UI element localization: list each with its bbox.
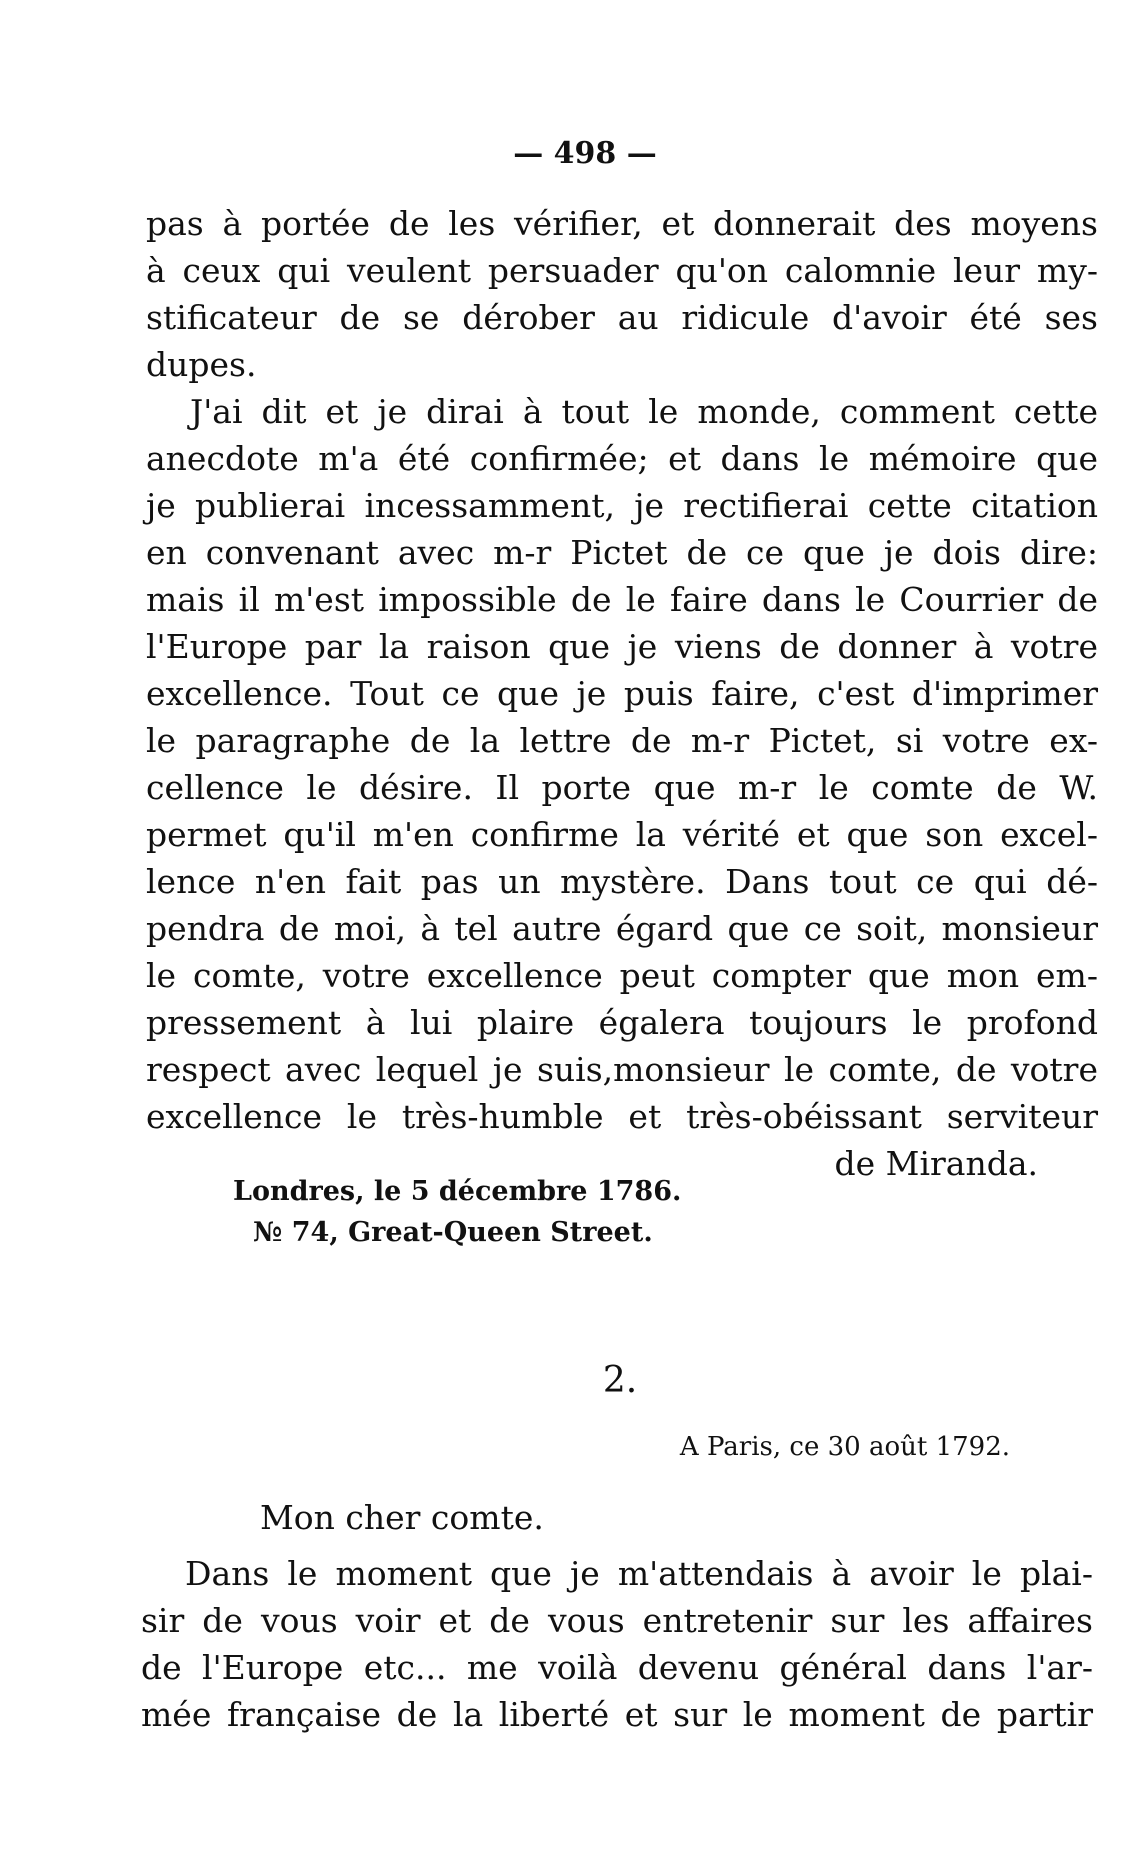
text-line: de l'Europe etc... me voilà devenu général dans l'ar-: [141, 1648, 1093, 1687]
text-line: pas à portée de les vérifier, et donnerait des moyens: [146, 204, 1098, 243]
text-line: lence n'en fait pas un mystère. Dans tout ce qui dé-: [146, 862, 1098, 901]
text-line: Dans le moment que je m'attendais à avoir le plai-: [185, 1554, 1093, 1593]
text-line: le comte, votre excellence peut compter que mon em-: [146, 956, 1098, 995]
letter2-body: [141, 1550, 1093, 1738]
text-line: excellence le très-humble et très-obéissant serviteur: [146, 1097, 1098, 1136]
signature: de Miranda.: [834, 1144, 1038, 1183]
text-line: excellence. Tout ce que je puis faire, c'est d'imprimer: [146, 674, 1098, 713]
text-line: respect avec lequel je suis,monsieur le comte, de votre: [146, 1050, 1098, 1089]
text-line: le paragraphe de la lettre de m-r Pictet, si votre ex-: [146, 721, 1098, 760]
text-line: dupes.: [146, 345, 257, 384]
text-line: l'Europe par la raison que je viens de donner à votre: [146, 627, 1098, 666]
text-line: cellence le désire. Il porte que m-r le comte de W.: [146, 768, 1098, 807]
text-line: pressement à lui plaire égalera toujours le profond: [146, 1003, 1098, 1042]
text-line: en convenant avec m-r Pictet de ce que je dois dire:: [146, 533, 1098, 572]
text-line: sir de vous voir et de vous entretenir sur les affaires: [141, 1601, 1093, 1640]
page-number: — 498 —: [513, 136, 657, 171]
text-line: permet qu'il m'en confirme la vérité et que son excel-: [146, 815, 1098, 854]
text-line: je publierai incessamment, je rectifierai cette citation: [146, 486, 1098, 525]
text-line: mée française de la liberté et sur le moment de partir: [141, 1695, 1093, 1734]
text-line: anecdote m'a été confirmée; et dans le mémoire que: [146, 439, 1098, 478]
letter1-body: [146, 200, 1098, 1187]
dateline-place-date: Londres, le 5 décembre 1786.: [233, 1176, 682, 1207]
text-line: à ceux qui veulent persuader qu'on calomnie leur my-: [146, 251, 1098, 290]
section-number: 2.: [602, 1360, 638, 1401]
letter2-date: A Paris, ce 30 août 1792.: [679, 1432, 1010, 1462]
letter2-salutation: Mon cher comte.: [260, 1498, 544, 1537]
text-line: pendra de moi, à tel autre égard que ce soit, monsieur: [146, 909, 1098, 948]
text-line: stificateur de se dérober au ridicule d'avoir été ses: [146, 298, 1098, 337]
dateline-address: № 74, Great-Queen Street.: [253, 1217, 653, 1248]
text-line: J'ai dit et je dirai à tout le monde, comment cette: [190, 392, 1098, 431]
text-line: mais il m'est impossible de le faire dans le Courrier de: [146, 580, 1098, 619]
